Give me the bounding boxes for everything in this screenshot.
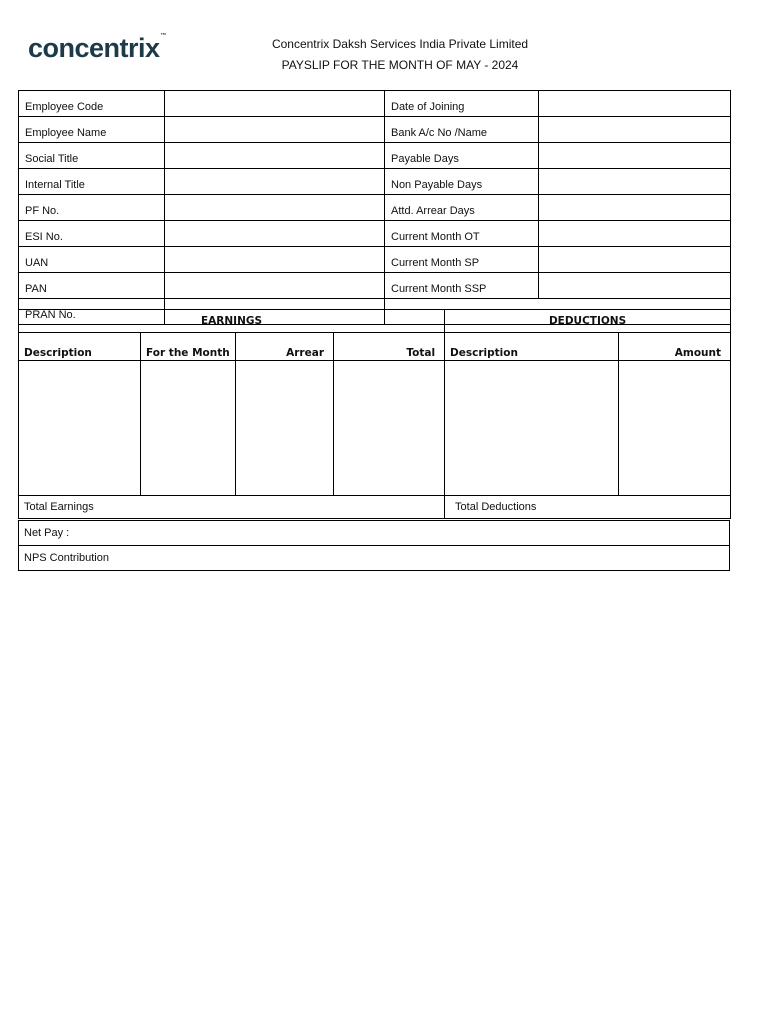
info-label: UAN	[19, 247, 165, 273]
info-row	[19, 195, 731, 221]
earnings-month-cell	[141, 361, 236, 496]
info-label: PAN	[19, 273, 165, 299]
info-row	[19, 221, 731, 247]
table-row	[19, 361, 731, 496]
info-row	[19, 169, 731, 195]
info-value	[165, 195, 385, 221]
info-value	[539, 195, 731, 221]
company-logo: concentrix™	[28, 33, 167, 63]
deductions-amount-cell	[619, 361, 731, 496]
info-value	[539, 91, 731, 117]
deductions-heading: DEDUCTIONS	[445, 310, 731, 333]
logo-text: concentrix	[28, 33, 160, 63]
earnings-arrear-cell	[236, 361, 334, 496]
deductions-col-amount: Amount	[619, 333, 731, 361]
info-value	[165, 247, 385, 273]
info-value	[539, 273, 731, 299]
info-label: Employee Code	[19, 91, 165, 117]
earnings-col-description: Description	[19, 333, 141, 361]
info-value	[539, 169, 731, 195]
nps-contribution-label: NPS Contribution	[19, 546, 730, 571]
company-name: Concentrix Daksh Services India Private Limited	[271, 37, 529, 51]
info-label: Internal Title	[19, 169, 165, 195]
info-value	[165, 221, 385, 247]
net-pay-label: Net Pay :	[19, 521, 730, 546]
info-row	[19, 91, 731, 117]
info-row	[19, 143, 731, 169]
info-label: Current Month SP	[385, 247, 539, 273]
info-value	[165, 169, 385, 195]
info-value	[165, 91, 385, 117]
info-label: Employee Name	[19, 117, 165, 143]
earnings-col-arrear: Arrear	[236, 333, 334, 361]
info-label: Payable Days	[385, 143, 539, 169]
info-label: PRAN No.	[19, 299, 165, 325]
info-value	[165, 273, 385, 299]
total-deductions-label: Total Deductions	[445, 496, 731, 519]
info-label: Attd. Arrear Days	[385, 195, 539, 221]
info-label: Social Title	[19, 143, 165, 169]
deductions-description-cell	[445, 361, 619, 496]
info-value	[539, 247, 731, 273]
net-pay-section	[18, 520, 730, 571]
info-row	[19, 247, 731, 273]
payslip-title: PAYSLIP FOR THE MONTH OF MAY - 2024	[281, 58, 519, 72]
info-label: Current Month SSP	[385, 273, 539, 299]
employee-info-table	[18, 90, 730, 325]
total-earnings-label: Total Earnings	[19, 496, 445, 519]
earnings-heading: EARNINGS	[19, 310, 445, 333]
info-label: Date of Joining	[385, 91, 539, 117]
info-label: ESI No.	[19, 221, 165, 247]
earnings-col-total: Total	[334, 333, 445, 361]
info-value	[539, 143, 731, 169]
deductions-col-description: Description	[445, 333, 619, 361]
info-row	[19, 273, 731, 299]
earnings-total-cell	[334, 361, 445, 496]
earnings-col-for-the-month: For the Month	[141, 333, 236, 361]
info-value	[165, 117, 385, 143]
info-value	[165, 143, 385, 169]
info-row	[19, 117, 731, 143]
info-label: Non Payable Days	[385, 169, 539, 195]
info-value	[539, 117, 731, 143]
earnings-deductions-table	[18, 309, 730, 519]
info-label: Current Month OT	[385, 221, 539, 247]
info-value	[539, 221, 731, 247]
info-label: PF No.	[19, 195, 165, 221]
info-label: Bank A/c No /Name	[385, 117, 539, 143]
earnings-description-cell	[19, 361, 141, 496]
